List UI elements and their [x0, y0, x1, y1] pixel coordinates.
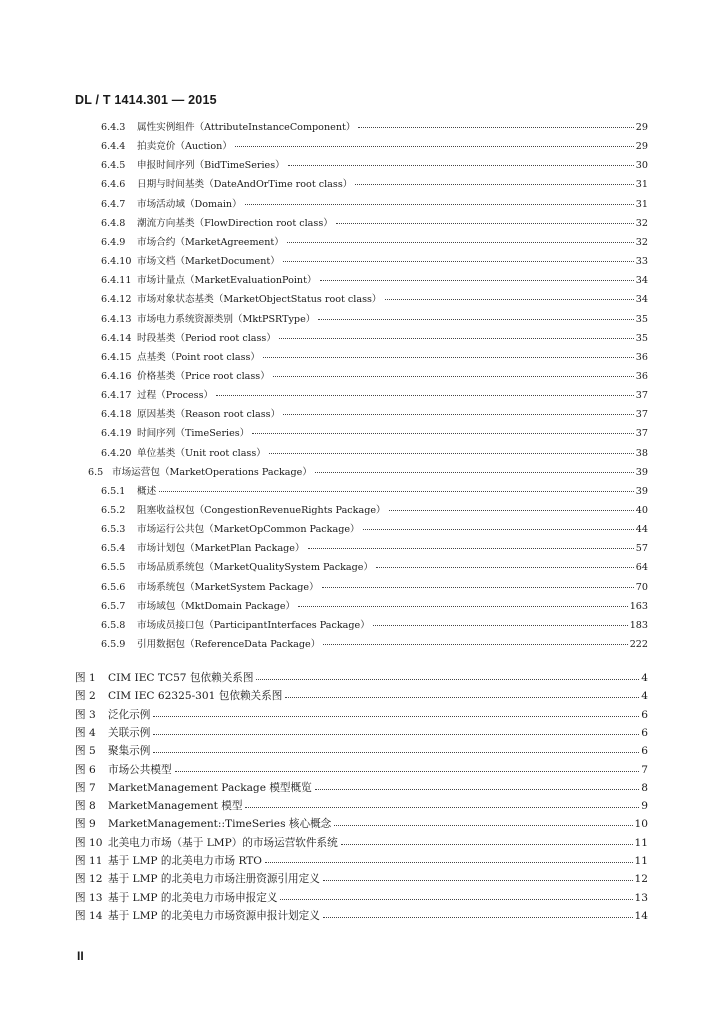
dot-leader: [323, 880, 633, 881]
toc-entry-page: 32: [635, 236, 648, 248]
toc-entry-number: 6.4.7: [101, 198, 126, 210]
toc-entry-title: 市场域包（MktDomain Package）: [137, 600, 296, 612]
toc-entry-number: 6.4.3: [101, 122, 126, 133]
dot-leader: [322, 587, 634, 588]
toc-entry: [101, 559, 648, 573]
toc-entry-number: 6.4.11: [101, 275, 132, 287]
dot-leader: [269, 453, 634, 454]
toc-entry-title: 价格基类（Price root class）: [137, 370, 270, 382]
dot-leader: [389, 510, 634, 511]
toc-entry-page: 35: [635, 332, 648, 344]
toc-entry-number: 6.5.4: [101, 543, 126, 555]
toc-entry: [75, 871, 648, 886]
toc-entry-title: 属性实例组件（AttributeInstanceComponent）: [137, 122, 356, 133]
toc-entry-number: 6.4.15: [101, 351, 132, 363]
toc-entry: [101, 272, 648, 286]
dot-leader: [153, 752, 639, 753]
toc-entry-number: 图 5: [75, 745, 96, 758]
toc-entry-page: 34: [635, 275, 648, 287]
toc-entry: [75, 890, 648, 905]
dot-leader: [153, 716, 639, 717]
dot-leader: [245, 807, 639, 808]
toc-entry: [75, 688, 648, 703]
toc-entry-page: 11: [634, 836, 648, 849]
toc-entry-page: 6: [641, 708, 648, 721]
dot-leader: [279, 338, 634, 339]
toc-entry: [101, 311, 648, 325]
toc-entry-number: 6.4.12: [101, 294, 132, 306]
toc-entry-title: 日期与时间基类（DateAndOrTime root class）: [137, 179, 353, 191]
toc-entry: [101, 215, 648, 229]
toc-entry: [101, 598, 648, 612]
dot-leader: [323, 917, 633, 918]
toc-entry-title: 基于 LMP 的北美电力市场注册资源引用定义: [108, 873, 320, 886]
toc-entry-title: 概述: [137, 485, 157, 497]
toc-entry: [101, 138, 648, 152]
toc-entry-page: 8: [641, 781, 648, 794]
toc-entry: [101, 157, 648, 171]
toc-entry: [101, 176, 648, 190]
toc-entry-number: 6.4.20: [101, 447, 132, 459]
toc-entry-number: 6.5.5: [101, 562, 126, 574]
dot-leader: [153, 734, 639, 735]
toc-entry-title: 时段基类（Period root class）: [137, 332, 276, 344]
toc-entry: [75, 835, 648, 850]
toc-entry-page: 34: [635, 294, 648, 306]
toc-entry-page: 29: [635, 141, 648, 153]
toc-entry-title: 基于 LMP 的北美电力市场资源申报计划定义: [108, 909, 320, 922]
dot-leader: [320, 280, 634, 281]
toc-entry: [75, 798, 648, 813]
dot-leader: [376, 567, 634, 568]
toc-entry-number: 图 14: [75, 909, 103, 922]
toc-entry-title: 市场合约（MarketAgreement）: [137, 236, 284, 248]
dot-leader: [318, 319, 633, 320]
toc-entry-title: MarketManagement 模型: [108, 800, 243, 813]
toc-entry-title: 市场计划包（MarketPlan Package）: [137, 543, 305, 555]
toc-entry: [101, 483, 648, 497]
dot-leader: [355, 184, 633, 185]
toc-entry: [75, 762, 648, 777]
toc-entry-page: 37: [635, 409, 648, 421]
toc-entry-number: 6.4.14: [101, 332, 132, 344]
toc-entry: [101, 406, 648, 420]
toc-entry-title: 市场运营包（MarketOperations Package）: [112, 466, 312, 478]
dot-leader: [245, 204, 634, 205]
toc-entry-number: 6.5.2: [101, 505, 126, 516]
dot-leader: [283, 414, 634, 415]
toc-entry-title: 过程（Process）: [137, 390, 214, 402]
toc-entry: [101, 119, 648, 133]
toc-entry: [101, 445, 648, 459]
toc-entry-title: 点基类（Point root class）: [137, 351, 261, 363]
toc-entry-title: 市场运行公共包（MarketOpCommon Package）: [137, 524, 360, 536]
dot-leader: [288, 165, 634, 166]
toc-entry: [75, 780, 648, 795]
toc-entry-number: 6.5.9: [101, 639, 126, 651]
toc-entry-number: 图 3: [75, 708, 96, 721]
dot-leader: [280, 899, 632, 900]
toc-entry-page: 31: [635, 179, 648, 191]
toc-entry: [75, 743, 648, 758]
toc-entry: [101, 253, 648, 267]
toc-entry-number: 图 11: [75, 855, 103, 867]
toc-entry-title: 市场系统包（MarketSystem Package）: [137, 581, 319, 593]
toc-entry-page: 163: [629, 600, 648, 612]
toc-entry-page: 39: [635, 485, 648, 497]
toc-entry-title: 拍卖竞价（Auction）: [137, 141, 232, 153]
toc-entry: [101, 502, 648, 516]
dot-leader: [263, 357, 634, 358]
toc-entry: [101, 521, 648, 535]
toc-entry-page: 35: [635, 313, 648, 325]
toc-entry: [101, 636, 648, 650]
toc-entry-title: 原因基类（Reason root class）: [137, 409, 281, 421]
dot-leader: [334, 825, 632, 826]
toc-entry-number: 6.5.6: [101, 581, 126, 593]
toc-entry-page: 10: [634, 818, 648, 831]
toc-entry-number: 图 13: [75, 891, 103, 904]
dot-leader: [308, 548, 634, 549]
toc-entry-page: 30: [635, 160, 648, 172]
toc-entry: [75, 707, 648, 722]
toc-entry-title: 市场公共模型: [108, 763, 172, 776]
toc-entry-page: 11: [634, 855, 648, 867]
dot-leader: [256, 679, 639, 680]
dot-leader: [358, 127, 633, 128]
toc-entry-title: MarketManagement Package 模型概览: [108, 781, 312, 794]
dot-leader: [159, 491, 634, 492]
toc-entry-title: 市场活动域（Domain）: [137, 198, 242, 210]
dot-leader: [336, 223, 634, 224]
dot-leader: [315, 789, 640, 790]
toc-entry-page: 12: [634, 873, 648, 886]
dot-leader: [283, 261, 634, 262]
dot-leader: [341, 844, 633, 845]
toc-entry-number: 图 6: [75, 763, 96, 776]
toc-entry-number: 6.5: [88, 466, 104, 478]
toc-entry-number: 6.4.18: [101, 409, 132, 421]
dot-leader: [323, 644, 627, 645]
toc-entry-number: 图 9: [75, 818, 96, 831]
toc-entry: [101, 349, 648, 363]
toc-entry: [75, 908, 648, 923]
toc-entry-page: 4: [641, 690, 648, 703]
toc-entry-page: 70: [635, 581, 648, 593]
toc-entry-title: 市场成员接口包（ParticipantInterfaces Package）: [137, 619, 370, 631]
toc-entry-page: 7: [641, 763, 648, 776]
toc-entry-page: 14: [634, 909, 648, 922]
dot-leader: [285, 697, 639, 698]
toc-entry-page: 39: [635, 466, 648, 478]
toc-entry-number: 图 4: [75, 726, 96, 739]
toc-entry-page: 44: [635, 524, 648, 536]
toc-entry-number: 6.4.13: [101, 313, 132, 325]
toc-entry-title: 引用数据包（ReferenceData Package）: [137, 639, 321, 651]
toc-entry-page: 40: [635, 505, 648, 516]
toc-entry-page: 222: [629, 639, 648, 651]
toc-entry-number: 6.5.1: [101, 485, 126, 497]
toc-entry-title: MarketManagement::TimeSeries 核心概念: [108, 818, 332, 831]
toc-entry: [101, 368, 648, 382]
toc-entry-page: 31: [635, 198, 648, 210]
toc-entry-title: 市场电力系统资源类别（MktPSRType）: [137, 313, 316, 325]
toc-entry-page: 4: [641, 672, 648, 684]
toc-entry-number: 图 12: [75, 873, 103, 886]
toc-entry: [101, 387, 648, 401]
toc-entry-number: 6.5.8: [101, 619, 126, 631]
toc-entry-number: 6.4.16: [101, 370, 132, 382]
dot-leader: [252, 433, 633, 434]
toc-entry-title: 申报时间序列（BidTimeSeries）: [137, 160, 285, 172]
toc-entry-title: 泛化示例: [108, 708, 151, 721]
toc-entry-page: 6: [641, 726, 648, 739]
dot-leader: [363, 529, 634, 530]
dot-leader: [235, 146, 634, 147]
toc-entry: [101, 234, 648, 248]
toc-entry-title: 市场对象状态基类（MarketObjectStatus root class）: [137, 294, 382, 306]
toc-entry: [101, 425, 648, 439]
toc-entry-title: 基于 LMP 的北美电力市场 RTO: [108, 855, 262, 867]
toc-entry-title: 阻塞收益权包（CongestionRevenueRights Package）: [137, 505, 386, 516]
toc-entry-number: 图 1: [75, 672, 96, 684]
toc-entry-page: 33: [635, 256, 648, 268]
toc-entry-page: 37: [635, 390, 648, 402]
toc-entry-title: 市场文档（MarketDocument）: [137, 256, 280, 268]
toc-entry-number: 图 2: [75, 690, 96, 703]
toc-entry-number: 6.4.4: [101, 141, 126, 153]
toc-entry-title: CIM IEC 62325-301 包依赖关系图: [108, 690, 283, 703]
toc-entry: [88, 464, 648, 478]
toc-entry-page: 64: [635, 562, 648, 574]
toc-entry-title: 潮流方向基类（FlowDirection root class）: [137, 217, 333, 229]
toc-entry-page: 13: [634, 891, 648, 904]
toc-entry-title: 北美电力市场（基于 LMP）的市场运营软件系统: [108, 836, 338, 849]
toc-entry-page: 183: [629, 619, 648, 631]
toc-entry-page: 9: [641, 800, 648, 813]
dot-leader: [287, 242, 634, 243]
toc-entry-number: 6.4.6: [101, 179, 126, 191]
toc-entry: [101, 579, 648, 593]
dot-leader: [265, 862, 633, 863]
toc-entry-number: 6.5.7: [101, 600, 126, 612]
toc-entry-title: 聚集示例: [108, 745, 151, 758]
toc-entry-number: 6.4.5: [101, 160, 126, 172]
toc-entry-page: 36: [635, 370, 648, 382]
toc-entry: [75, 853, 648, 868]
toc-entry: [75, 816, 648, 831]
toc-entry: [75, 725, 648, 740]
toc-entry-number: 图 10: [75, 836, 103, 849]
toc-entry-title: 市场品质系统包（MarketQualitySystem Package）: [137, 562, 374, 574]
toc-entry-title: 市场计量点（MarketEvaluationPoint）: [137, 275, 317, 287]
toc-entry-number: 6.5.3: [101, 524, 126, 536]
dot-leader: [298, 606, 628, 607]
toc-entry-title: 关联示例: [108, 726, 151, 739]
dot-leader: [175, 771, 640, 772]
toc-entry-number: 6.4.17: [101, 390, 132, 402]
toc-entry: [101, 291, 648, 305]
toc-entry: [101, 540, 648, 554]
page-number: II: [77, 949, 84, 963]
toc-entry-number: 图 8: [75, 800, 96, 813]
dot-leader: [373, 625, 628, 626]
toc-entry: [101, 617, 648, 631]
toc-entry-number: 6.4.8: [101, 217, 126, 229]
toc-entry: [101, 196, 648, 210]
toc-entry: [75, 670, 648, 685]
dot-leader: [216, 395, 634, 396]
toc-entry-page: 29: [635, 122, 648, 133]
toc-entry-page: 6: [641, 745, 648, 758]
toc-entry-page: 37: [635, 428, 648, 440]
toc-entry-number: 6.4.19: [101, 428, 132, 440]
toc-entry-number: 6.4.10: [101, 256, 132, 268]
toc-entry-page: 32: [635, 217, 648, 229]
toc-entry-title: CIM IEC TC57 包依赖关系图: [108, 672, 254, 684]
toc-entry-title: 单位基类（Unit root class）: [137, 447, 266, 459]
toc-entry-title: 时间序列（TimeSeries）: [137, 428, 250, 440]
toc-entry-page: 57: [635, 543, 648, 555]
toc-entry: [101, 330, 648, 344]
toc-entry-title: 基于 LMP 的北美电力市场申报定义: [108, 891, 278, 904]
toc-entry-page: 38: [635, 447, 648, 459]
document-header: DL / T 1414.301 — 2015: [75, 93, 217, 107]
dot-leader: [385, 299, 634, 300]
dot-leader: [315, 472, 634, 473]
toc-entry-number: 图 7: [75, 781, 96, 794]
toc-entry-number: 6.4.9: [101, 236, 126, 248]
dot-leader: [273, 376, 634, 377]
toc-entry-page: 36: [635, 351, 648, 363]
